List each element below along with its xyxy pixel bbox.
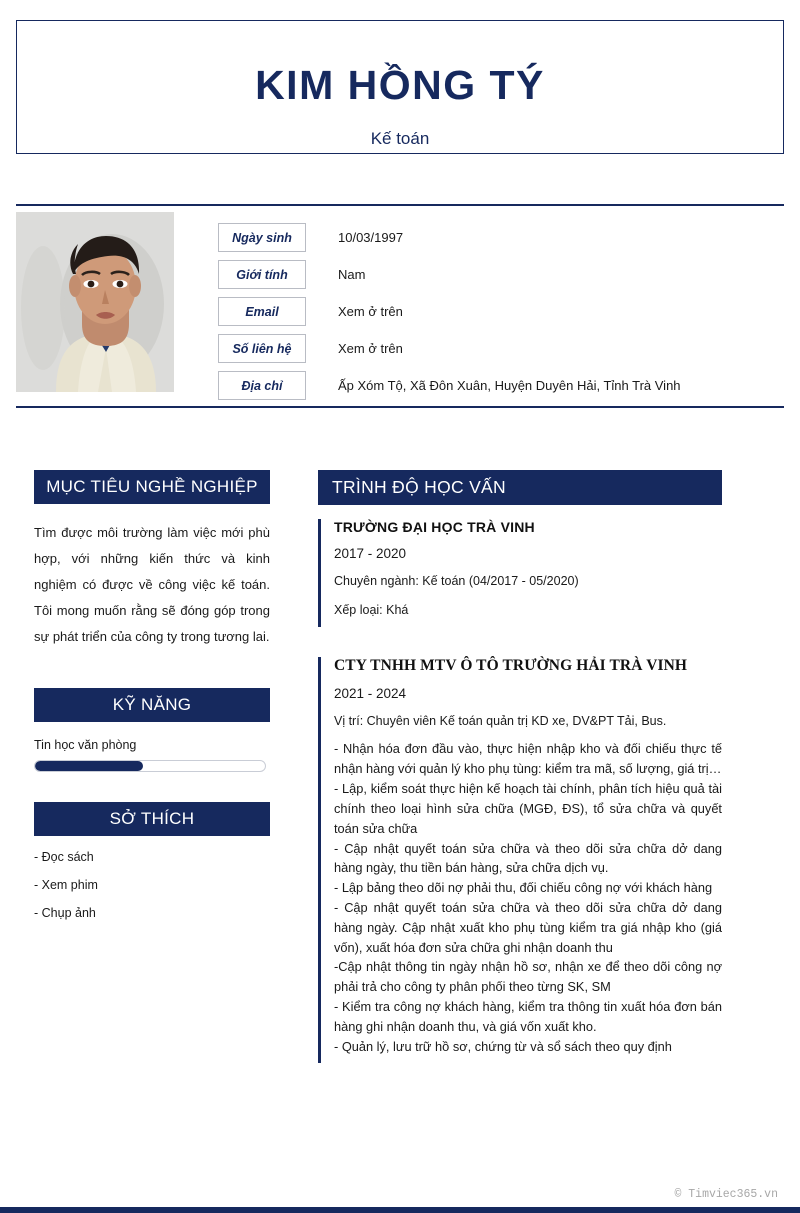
info-value-email: Xem ở trên <box>338 304 403 319</box>
experience-entry <box>318 657 722 1062</box>
education-major: Chuyên ngành: Kế toán (04/2017 - 05/2020) <box>334 574 579 588</box>
info-value-address: Ấp Xóm Tộ, Xã Đôn Xuân, Huyện Duyên Hải, Tỉnh Trà Vinh <box>338 378 681 393</box>
info-row <box>218 370 738 401</box>
list-item: - Cập nhật quyết toán sửa chữa và theo dõi sửa chữa dở dang hàng ngày, thu tiền bán hàng, sửa chữa dịch vụ. <box>334 840 722 876</box>
info-label-dob: Ngày sinh <box>218 223 306 252</box>
list-item: - Lập bảng theo dõi nợ phải thu, đối chiếu công nợ với khách hàng <box>334 880 713 896</box>
page-title: KIM HỒNG TÝ <box>255 62 545 108</box>
info-value-phone: Xem ở trên <box>338 341 403 356</box>
avatar <box>16 212 174 392</box>
section-heading-objective: MỤC TIÊU NGHỀ NGHIỆP <box>34 470 270 504</box>
info-label-gender: Giới tính <box>218 260 306 289</box>
education-grade: Xếp loại: Khá <box>334 603 409 618</box>
section-heading-hobbies: SỞ THÍCH <box>34 802 270 836</box>
info-row <box>218 296 738 327</box>
list-item: - Nhận hóa đơn đầu vào, thực hiện nhập kho và đối chiếu thực tế nhận hàng với quản lý kho phụ tùng: kiểm tra mã, số lượng, giá trị… <box>334 741 722 777</box>
sidebar <box>34 470 270 920</box>
skill-progress-track <box>34 760 266 772</box>
info-value-dob: 10/03/1997 <box>338 230 404 245</box>
divider-top <box>16 204 784 206</box>
list-item: - Xem phim <box>34 878 98 892</box>
info-row <box>218 259 738 290</box>
job-title-wrap <box>0 129 800 157</box>
list-item: - Quản lý, lưu trữ hồ sơ, chứng từ và sổ sách theo quy định <box>334 1038 672 1054</box>
info-row <box>218 222 738 253</box>
list-item: - Cập nhật quyết toán sửa chữa và theo dõi sửa chữa dở dang hàng ngày. Cập nhật xuất kho phụ tùng kiểm tra giá nhập kho (giá vốn), xuất hóa đơn sửa chữa ghi nhận doanh thu <box>334 900 722 955</box>
skill-progress-fill <box>35 761 143 771</box>
section-heading-skills: KỸ NĂNG <box>34 688 270 722</box>
main-content <box>318 470 722 1063</box>
job-title: Kế toán <box>355 130 446 147</box>
experience-company: CTY TNHH MTV Ô TÔ TRƯỜNG HẢI TRÀ VINH <box>334 657 688 675</box>
education-school: TRƯỜNG ĐẠI HỌC TRÀ VINH <box>334 519 535 535</box>
list-item: -Cập nhật thông tin ngày nhận hồ sơ, nhận xe để theo dõi công nợ phải trả cho công ty phân phối theo từng SK, SM <box>334 959 722 995</box>
list-item: - Kiểm tra công nợ khách hàng, kiểm tra thông tin xuất hóa đơn bán hàng ghi nhận doanh thu, và giá vốn xuất kho. <box>334 999 722 1034</box>
info-label-phone: Số liên hệ <box>218 334 306 363</box>
info-row <box>218 333 738 364</box>
experience-date: 2021 - 2024 <box>334 686 407 702</box>
list-item: - Chụp ảnh <box>34 906 96 920</box>
info-label-address: Địa chỉ <box>218 371 306 400</box>
hobbies-section <box>34 802 270 920</box>
watermark: © Timviec365.vn <box>674 1188 778 1201</box>
section-heading-education: TRÌNH ĐỘ HỌC VẤN <box>318 470 722 505</box>
footer-bar <box>0 1207 800 1213</box>
info-value-gender: Nam <box>338 267 366 282</box>
objective-text: Tìm được môi trường làm việc mới phù hợp, với những kiến thức và kinh nghiệm có được về công việc kế toán. Tôi mong muốn rằng sẽ đóng góp trong sự phát triển của công ty trong tương lai. <box>34 525 270 644</box>
experience-position: Vị trí: Chuyên viên Kế toán quản trị KD xe, DV&PT Tải, Bus. <box>334 714 667 729</box>
list-item: - Lập, kiểm soát thực hiện kế hoạch tài chính, phân tích hiệu quả tài chính theo loại hình sửa chữa (MGĐ, ĐS), tổ sửa chữa và quyết toán sửa chữa <box>334 781 722 836</box>
education-date: 2017 - 2020 <box>334 546 407 561</box>
education-entry <box>318 519 722 627</box>
info-label-email: Email <box>218 297 306 326</box>
list-item: - Đọc sách <box>34 850 94 864</box>
experience-bullets <box>334 739 722 1056</box>
skills-section <box>34 688 270 772</box>
skill-label: Tin học văn phòng <box>34 738 137 752</box>
personal-info-table <box>218 222 738 407</box>
